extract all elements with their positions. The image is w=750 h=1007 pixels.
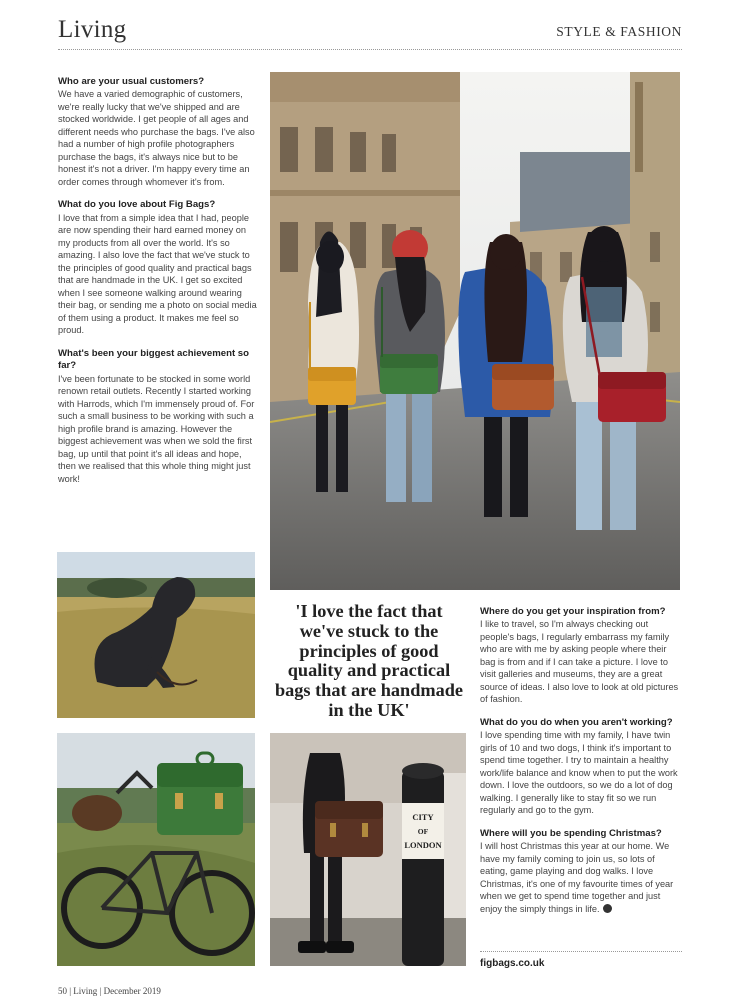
answer-not-working: I love spending time with my family, I have twin girls of 10 and two dogs, I think it's important to spend time together. I try to maintain a healthy work/life balance and know when to put the work down. I love the outdoors, so we do a lot of dog walking. I generally like to stay fit so we run regularly and go to the gym. [480, 730, 678, 816]
question-biggest-achievement: What's been your biggest achievement so far? [58, 347, 250, 372]
bicycle-photo [57, 733, 255, 966]
page-footer: 50 | Living | December 2019 [58, 986, 161, 996]
question-christmas: Where will you be spending Christmas? [480, 827, 662, 839]
right-text-column [480, 606, 684, 915]
sign-line-2: OF [417, 827, 429, 836]
question-inspiration: Where do you get your inspiration from? [480, 606, 666, 617]
question-usual-customers: Who are your usual customers? [58, 76, 205, 87]
sign-line-1: CITY [412, 812, 434, 822]
answer-usual-customers: We have a varied demographic of customers, we're really lucky that we've shipped and are stocked worldwide. I get people of all ages and different needs who purchase the bags. I've also had a number of high profile photographers purchase the bags, it's always nice but to be honest it's not a driver. I'm happy every time an order comes through whomever it's from. [58, 89, 255, 187]
city-of-london-photo [270, 733, 466, 966]
main-street-photo [270, 72, 680, 590]
article-end-divider [480, 951, 682, 952]
header-divider [58, 49, 682, 50]
answer-inspiration: I like to travel, so I'm always checking out people's bags, I regularly embarrass my family who are with me by asking people where their bag is from and if I can take a picture. I love to visit galleries and museums, they are a great source of ideas. I also love to look at old pictures of fashion. [480, 619, 679, 705]
answer-love-fig-bags: I love that from a simple idea that I had, people are now spending their hard earned money on my products from all over the world. It's so amazing. I also love the fact that we've stuck to the principles of good quality and practical bags that are handmade in the UK. I get so excited when I see someone walking around wearing their bag, or sending me a photo on social media of them using a product. It makes me feel so proud. [58, 212, 257, 336]
website-link[interactable]: figbags.co.uk [480, 958, 545, 969]
dog-photo [57, 552, 255, 718]
pull-quote: 'I love the fact that we've stuck to the principles of good quality and practical bags that are handmade in the UK' [274, 601, 464, 720]
end-of-article-icon [603, 904, 612, 913]
answer-biggest-achievement: I've been fortunate to be stocked in some world renown retail outlets. Recently I started working with Harrods, which I'm immensely proud of. For such a small business to be working with such a high profile brand is amazing. However the biggest achievement was when we sold the first bag, up until that point it's all ideas and hope, then we realised that this whole thing might just work! [58, 373, 255, 484]
question-love-fig-bags: What do you love about Fig Bags? [58, 199, 216, 211]
question-not-working: What do you do when you aren't working? [480, 716, 673, 728]
section-category: STYLE & FASHION [556, 24, 682, 39]
answer-christmas: I will host Christmas this year at our home. We have my family coming to join us, so lots of eating, game playing and dog walks. I love Christmas, it's one of my favourite times of year when we get to spend time together and just enjoy the simply things in life. [480, 841, 674, 914]
sign-line-3: LONDON [404, 840, 442, 850]
section-title: Living [58, 16, 127, 43]
left-text-column [58, 76, 258, 496]
